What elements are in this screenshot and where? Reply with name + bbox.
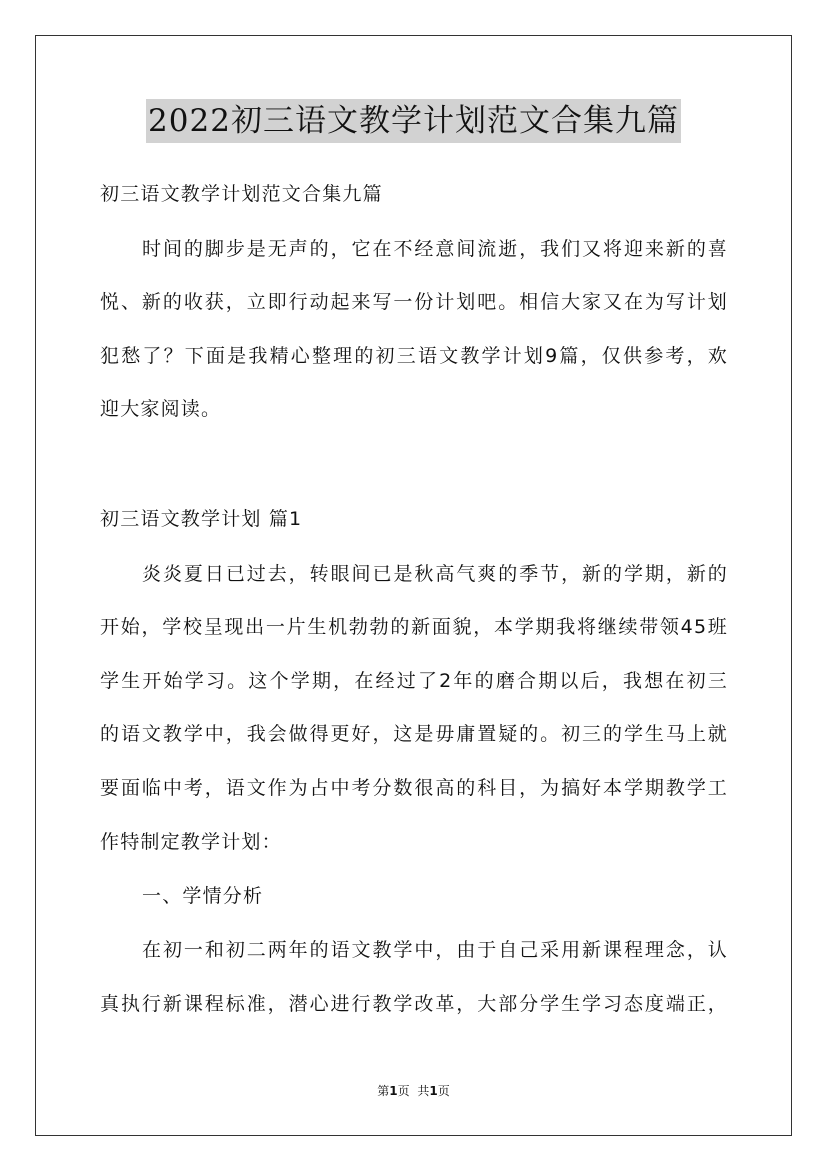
intro-line-1: 时间的脚步是无声的，它在不经意间流逝，我们又将迎来新的喜 xyxy=(142,238,728,260)
section-heading: 初三语文教学计划 篇1 xyxy=(100,508,303,530)
section-line-1: 炎炎夏日已过去，转眼间已是秋高气爽的季节，新的学期，新的 xyxy=(142,563,728,585)
analysis-line-1: 在初一和初二两年的语文教学中，由于自己采用新课程理念，认 xyxy=(142,939,728,961)
footer-page-suffix: 页 xyxy=(397,1084,410,1098)
document-title: 2022初三语文教学计划范文合集九篇 xyxy=(146,99,681,143)
footer-total-pages: 1 xyxy=(429,1084,438,1098)
title-container xyxy=(0,99,827,143)
page-footer xyxy=(0,1083,827,1099)
analysis-line-2: 真执行新课程标准，潜心进行教学改革，大部分学生学习态度端正， xyxy=(100,993,728,1015)
document-subtitle: 初三语文教学计划范文合集九篇 xyxy=(100,183,383,205)
footer-total-prefix: 共 xyxy=(417,1084,430,1098)
section-line-6: 作特制定教学计划： xyxy=(100,831,282,853)
section-line-5: 要面临中考，语文作为占中考分数很高的科目，为搞好本学期教学工 xyxy=(100,777,728,799)
intro-line-2: 悦、新的收获，立即行动起来写一份计划吧。相信大家又在为写计划 xyxy=(100,291,728,313)
subheading-analysis: 一、学情分析 xyxy=(142,885,264,907)
footer-page-prefix: 第 xyxy=(377,1084,390,1098)
section-line-2: 开始，学校呈现出一片生机勃勃的新面貌，本学期我将继续带领45班 xyxy=(100,616,728,638)
section-line-3: 学生开始学习。这个学期，在经过了2年的磨合期以后，我想在初三 xyxy=(100,670,728,692)
section-line-4: 的语文教学中，我会做得更好，这是毋庸置疑的。初三的学生马上就 xyxy=(100,723,728,745)
intro-line-4: 迎大家阅读。 xyxy=(100,398,222,420)
intro-line-3: 犯愁了？下面是我精心整理的初三语文教学计划9篇，仅供参考，欢 xyxy=(100,345,728,367)
footer-page-number: 1 xyxy=(389,1084,398,1098)
footer-total-suffix: 页 xyxy=(437,1084,450,1098)
